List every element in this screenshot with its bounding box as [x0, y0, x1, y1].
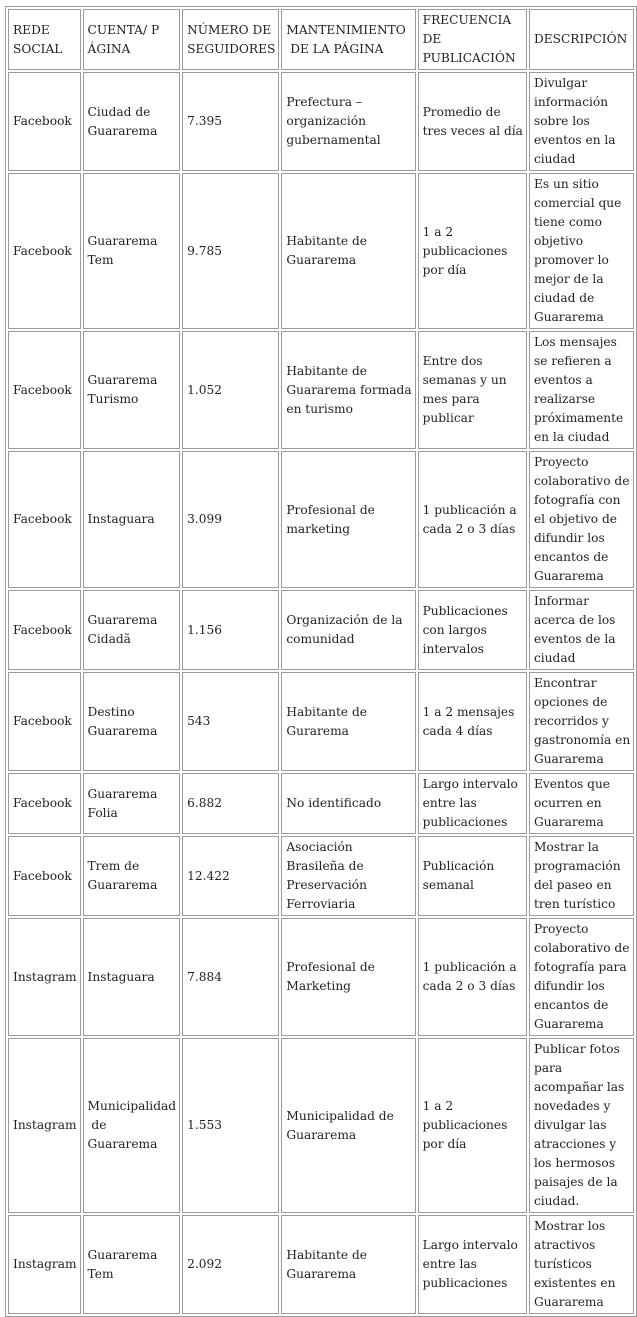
- header-descripcion: DESCRIPCIÓN: [529, 9, 634, 70]
- frecuencia-cell: Promedio de tres veces al día: [418, 72, 527, 171]
- mantenimiento-cell: Asociación Brasileña de Preservación Ferroviaria: [281, 836, 415, 916]
- descripcion-cell: Encontrar opciones de recorridos y gastronomía en Guararema: [529, 672, 634, 771]
- cuenta-cell: Guararema Tem: [83, 173, 181, 329]
- cuenta-cell: Ciudad de Guararema: [83, 72, 181, 171]
- cuenta-cell: Guararema Tem: [83, 1215, 181, 1314]
- seguidores-cell: 12.422: [182, 836, 279, 916]
- cuenta-cell: Instaguara: [83, 451, 181, 588]
- mantenimiento-cell: Profesional de marketing: [281, 451, 415, 588]
- frecuencia-cell: 1 publicación a cada 2 o 3 días: [418, 451, 527, 588]
- frecuencia-cell: 1 publicación a cada 2 o 3 días: [418, 918, 527, 1036]
- frecuencia-cell: 1 a 2 mensajes cada 4 días: [418, 672, 527, 771]
- seguidores-cell: 9.785: [182, 173, 279, 329]
- descripcion-cell: Mostrar los atractivos turísticos existentes en Guararema: [529, 1215, 634, 1314]
- frecuencia-cell: Entre dos semanas y un mes para publicar: [418, 331, 527, 449]
- frecuencia-cell: Publicación semanal: [418, 836, 527, 916]
- header-row: [8, 9, 634, 70]
- seguidores-cell: 1.553: [182, 1038, 279, 1213]
- table-row: [8, 173, 634, 329]
- red-social-cell: Facebook: [8, 451, 81, 588]
- header-seguidores: NÚMERO DE SEGUIDORES: [182, 9, 279, 70]
- seguidores-cell: 3.099: [182, 451, 279, 588]
- cuenta-cell: Destino Guararema: [83, 672, 181, 771]
- cuenta-cell: Instaguara: [83, 918, 181, 1036]
- descripcion-cell: Divulgar información sobre los eventos en la ciudad: [529, 72, 634, 171]
- table-row: [8, 1215, 634, 1314]
- header-red-social: REDE SOCIAL: [8, 9, 81, 70]
- descripcion-cell: Proyecto colaborativo de fotografía con el objetivo de difundir los encantos de Guararema: [529, 451, 634, 588]
- seguidores-cell: 543: [182, 672, 279, 771]
- descripcion-cell: Informar acerca de los eventos de la ciudad: [529, 590, 634, 670]
- mantenimiento-cell: Habitante de Gurarema: [281, 672, 415, 771]
- red-social-cell: Instagram: [8, 1038, 81, 1213]
- red-social-cell: Instagram: [8, 1215, 81, 1314]
- mantenimiento-cell: No identificado: [281, 773, 415, 834]
- social-media-table: [5, 6, 637, 1317]
- mantenimiento-cell: Municipalidad de Guararema: [281, 1038, 415, 1213]
- red-social-cell: Facebook: [8, 672, 81, 771]
- table-row: [8, 590, 634, 670]
- mantenimiento-cell: Profesional de Marketing: [281, 918, 415, 1036]
- descripcion-cell: Los mensajes se refieren a eventos a realizarse próximamente en la ciudad: [529, 331, 634, 449]
- header-cuenta: CUENTA/ P ÁGINA: [83, 9, 181, 70]
- red-social-cell: Instagram: [8, 918, 81, 1036]
- cuenta-cell: Guararema Cidadã: [83, 590, 181, 670]
- descripcion-cell: Proyecto colaborativo de fotografía para difundir los encantos de Guararema: [529, 918, 634, 1036]
- descripcion-cell: Publicar fotos para acompañar las novedades y divulgar las atracciones y los hermosos paisajes de la ciudad.: [529, 1038, 634, 1213]
- red-social-cell: Facebook: [8, 173, 81, 329]
- red-social-cell: Facebook: [8, 590, 81, 670]
- table-row: [8, 672, 634, 771]
- seguidores-cell: 2.092: [182, 1215, 279, 1314]
- seguidores-cell: 7.395: [182, 72, 279, 171]
- table-row: [8, 773, 634, 834]
- descripcion-cell: Es un sitio comercial que tiene como objetivo promover lo mejor de la ciudad de Guararema: [529, 173, 634, 329]
- table-row: [8, 1038, 634, 1213]
- table-row: [8, 72, 634, 171]
- header-mantenimiento: MANTENIMIENTO DE LA PÁGINA: [281, 9, 415, 70]
- cuenta-cell: Trem de Guararema: [83, 836, 181, 916]
- cuenta-cell: Guararema Folia: [83, 773, 181, 834]
- frecuencia-cell: Largo intervalo entre las publicaciones: [418, 1215, 527, 1314]
- table-row: [8, 451, 634, 588]
- descripcion-cell: Eventos que ocurren en Guararema: [529, 773, 634, 834]
- cuenta-cell: Guararema Turismo: [83, 331, 181, 449]
- red-social-cell: Facebook: [8, 331, 81, 449]
- mantenimiento-cell: Habitante de Guararema formada en turismo: [281, 331, 415, 449]
- table-row: [8, 918, 634, 1036]
- seguidores-cell: 7.884: [182, 918, 279, 1036]
- mantenimiento-cell: Habitante de Guararema: [281, 1215, 415, 1314]
- table-row: [8, 836, 634, 916]
- mantenimiento-cell: Organización de la comunidad: [281, 590, 415, 670]
- cuenta-cell: Municipalidad de Guararema: [83, 1038, 181, 1213]
- descripcion-cell: Mostrar la programación del paseo en tren turístico: [529, 836, 634, 916]
- header-frecuencia: FRECUENCIA DE PUBLICACIÓN: [418, 9, 527, 70]
- mantenimiento-cell: Prefectura – organización gubernamental: [281, 72, 415, 171]
- table-row: [8, 331, 634, 449]
- seguidores-cell: 1.156: [182, 590, 279, 670]
- frecuencia-cell: 1 a 2 publicaciones por día: [418, 173, 527, 329]
- frecuencia-cell: Publicaciones con largos intervalos: [418, 590, 527, 670]
- red-social-cell: Facebook: [8, 72, 81, 171]
- red-social-cell: Facebook: [8, 773, 81, 834]
- frecuencia-cell: 1 a 2 publicaciones por día: [418, 1038, 527, 1213]
- seguidores-cell: 1.052: [182, 331, 279, 449]
- mantenimiento-cell: Habitante de Guararema: [281, 173, 415, 329]
- table-body: [8, 72, 634, 1314]
- frecuencia-cell: Largo intervalo entre las publicaciones: [418, 773, 527, 834]
- red-social-cell: Facebook: [8, 836, 81, 916]
- seguidores-cell: 6.882: [182, 773, 279, 834]
